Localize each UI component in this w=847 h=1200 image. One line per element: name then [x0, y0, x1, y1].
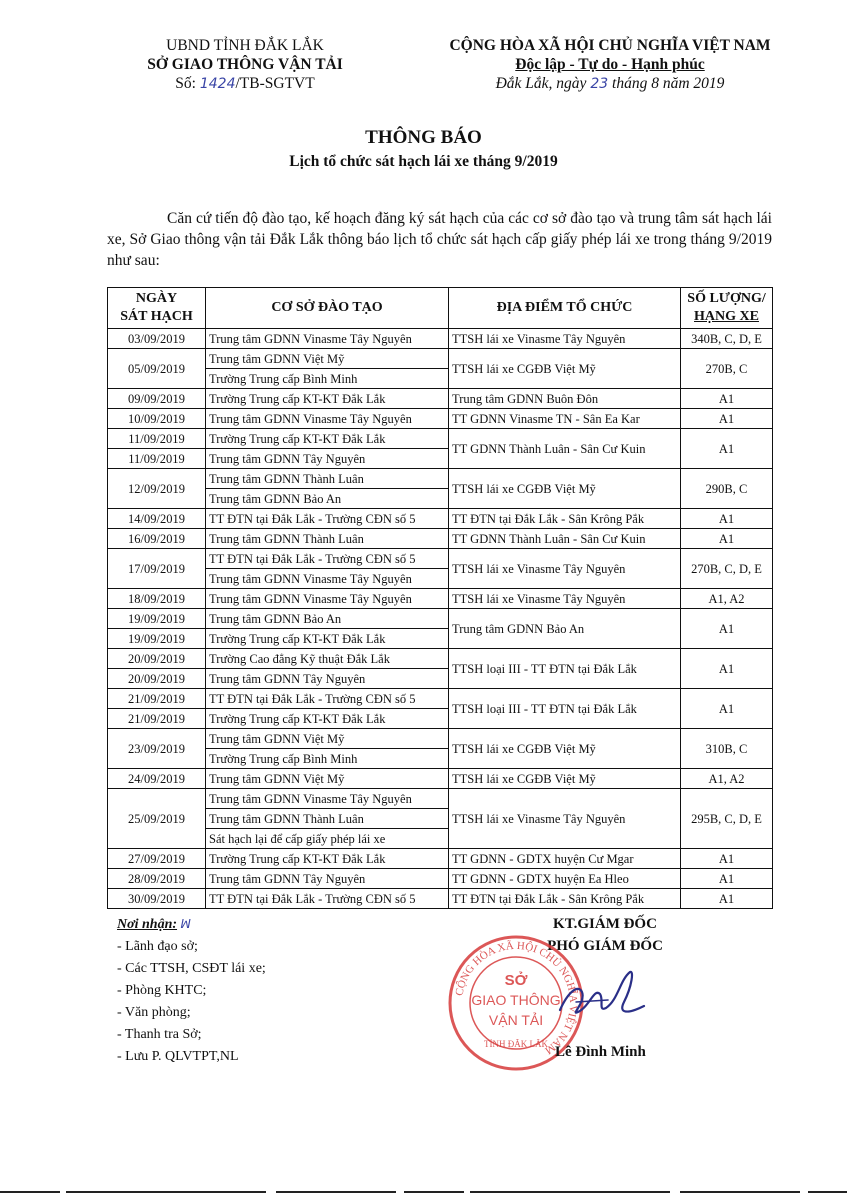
cell-school: Trường Cao đẳng Kỹ thuật Đắk Lắk: [206, 649, 449, 669]
cell-school: TT ĐTN tại Đắk Lắk - Trường CĐN số 5: [206, 689, 449, 709]
table-row: [108, 769, 773, 789]
cell-school: TT ĐTN tại Đắk Lắk - Trường CĐN số 5: [206, 889, 449, 909]
handwritten-signature: [548, 962, 658, 1032]
cell-school: Trung tâm GDNN Bảo An: [206, 489, 449, 509]
cell-school: Trung tâm GDNN Bảo An: [206, 609, 449, 629]
stamp-center-2: GIAO THÔNG: [471, 992, 561, 1008]
cell-date: 18/09/2019: [108, 589, 206, 609]
cell-qty: A1: [681, 529, 773, 549]
table-row: [108, 609, 773, 629]
cell-school: Trung tâm GDNN Tây Nguyên: [206, 449, 449, 469]
cell-school: Trung tâm GDNN Việt Mỹ: [206, 769, 449, 789]
cell-place: TTSH lái xe CGĐB Việt Mỹ: [449, 769, 681, 789]
cell-place: TTSH lái xe Vinasme Tây Nguyên: [449, 329, 681, 349]
cell-place: TTSH lái xe CGĐB Việt Mỹ: [449, 349, 681, 389]
cell-place: TT GDNN - GDTX huyện Ea Hleo: [449, 869, 681, 889]
recipient-item: - Văn phòng;: [117, 1005, 191, 1020]
cell-place: TTSH lái xe Vinasme Tây Nguyên: [449, 589, 681, 609]
table-header-row: [108, 288, 773, 329]
cell-school: Sát hạch lại để cấp giấy phép lái xe: [206, 829, 449, 849]
cell-qty: A1: [681, 689, 773, 729]
scan-edge-line: [0, 1191, 847, 1193]
cell-date: 28/09/2019: [108, 869, 206, 889]
cell-school: Trường Trung cấp KT-KT Đắk Lắk: [206, 389, 449, 409]
cell-qty: A1: [681, 429, 773, 469]
table-row: [108, 889, 773, 909]
table-row: [108, 789, 773, 809]
signature-title: KT.GIÁM ĐỐC: [553, 916, 657, 932]
cell-qty: 270B, C, D, E: [681, 549, 773, 589]
cell-place: TTSH loại III - TT ĐTN tại Đắk Lắk: [449, 649, 681, 689]
cell-qty: A1, A2: [681, 769, 773, 789]
cell-school: Trung tâm GDNN Vinasme Tây Nguyên: [206, 569, 449, 589]
recipients-title: Nơi nhận:: [117, 917, 178, 932]
recipients-list: [117, 936, 266, 1068]
cell-date: 19/09/2019: [108, 609, 206, 629]
table-row: [108, 509, 773, 529]
national-title: CỘNG HÒA XÃ HỘI CHỦ NGHĨA VIỆT NAM: [449, 37, 771, 54]
cell-school: Trường Trung cấp Bình Minh: [206, 369, 449, 389]
cell-place: TT GDNN - GDTX huyện Cư Mgar: [449, 849, 681, 869]
cell-date: 25/09/2019: [108, 789, 206, 849]
table-row: [108, 529, 773, 549]
cell-place: TTSH lái xe Vinasme Tây Nguyên: [449, 549, 681, 589]
cell-place: TT ĐTN tại Đắk Lắk - Sân Krông Pắk: [449, 889, 681, 909]
cell-place: TT GDNN Thành Luân - Sân Cư Kuin: [449, 429, 681, 469]
cell-school: Trung tâm GDNN Thành Luân: [206, 529, 449, 549]
recipient-item: - Lưu P. QLVTPT,NL: [117, 1049, 239, 1064]
signer-name: Lê Đình Minh: [555, 1044, 646, 1060]
recipient-item: - Phòng KHTC;: [117, 983, 207, 998]
cell-school: Trung tâm GDNN Vinasme Tây Nguyên: [206, 589, 449, 609]
cell-school: Trường Trung cấp KT-KT Đắk Lắk: [206, 849, 449, 869]
table-row: [108, 349, 773, 369]
table-row: [108, 549, 773, 569]
document-number: Số: 1424/TB-SGTVT: [175, 75, 315, 92]
cell-place: TTSH loại III - TT ĐTN tại Đắk Lắk: [449, 689, 681, 729]
cell-date: 11/09/2019: [108, 449, 206, 469]
cell-qty: A1: [681, 889, 773, 909]
cell-qty: A1: [681, 869, 773, 889]
header-date: NGÀY SÁT HẠCH: [108, 288, 206, 329]
cell-school: Trung tâm GDNN Vinasme Tây Nguyên: [206, 409, 449, 429]
cell-qty: A1, A2: [681, 589, 773, 609]
cell-place: TT GDNN Thành Luân - Sân Cư Kuin: [449, 529, 681, 549]
signature-role: PHÓ GIÁM ĐỐC: [547, 938, 663, 954]
cell-date: 19/09/2019: [108, 629, 206, 649]
initials-mark: ꟽ: [180, 917, 191, 931]
cell-school: Trung tâm GDNN Thành Luân: [206, 469, 449, 489]
table-row: [108, 649, 773, 669]
recipient-item: - Thanh tra Sở;: [117, 1027, 202, 1042]
table-row: [108, 869, 773, 889]
cell-place: Trung tâm GDNN Bảo An: [449, 609, 681, 649]
schedule-table: [107, 287, 773, 909]
cell-place: TTSH lái xe Vinasme Tây Nguyên: [449, 789, 681, 849]
cell-date: 27/09/2019: [108, 849, 206, 869]
stamp-bottom-text: TỈNH ĐẮK LẮK: [484, 1039, 548, 1049]
cell-date: 17/09/2019: [108, 549, 206, 589]
cell-date: 21/09/2019: [108, 709, 206, 729]
table-row: [108, 729, 773, 749]
cell-place: Trung tâm GDNN Buôn Đôn: [449, 389, 681, 409]
cell-school: Trường Trung cấp KT-KT Đắk Lắk: [206, 629, 449, 649]
table-row: [108, 689, 773, 709]
national-header: [400, 36, 820, 94]
cell-date: 12/09/2019: [108, 469, 206, 509]
cell-school: Trung tâm GDNN Vinasme Tây Nguyên: [206, 329, 449, 349]
cell-date: 10/09/2019: [108, 409, 206, 429]
cell-date: 14/09/2019: [108, 509, 206, 529]
cell-date: 20/09/2019: [108, 669, 206, 689]
header-school: CƠ SỞ ĐÀO TẠO: [206, 288, 449, 329]
table-row: [108, 329, 773, 349]
document-title: THÔNG BÁO: [365, 127, 482, 148]
stamp-center-1: SỞ: [504, 972, 528, 989]
cell-date: 23/09/2019: [108, 729, 206, 769]
agency-parent: UBND TỈNH ĐẮK LẮK: [166, 37, 324, 54]
cell-school: TT ĐTN tại Đắk Lắk - Trường CĐN số 5: [206, 549, 449, 569]
cell-qty: A1: [681, 509, 773, 529]
cell-qty: 310B, C: [681, 729, 773, 769]
cell-date: 11/09/2019: [108, 429, 206, 449]
recipients-block: [117, 913, 266, 1068]
handwritten-number: 1424: [199, 76, 236, 92]
cell-school: Trường Trung cấp KT-KT Đắk Lắk: [206, 709, 449, 729]
cell-place: TT GDNN Vinasme TN - Sân Ea Kar: [449, 409, 681, 429]
cell-date: 21/09/2019: [108, 689, 206, 709]
table-row: [108, 849, 773, 869]
intro-paragraph: Căn cứ tiến độ đào tạo, kế hoạch đăng ký sát hạch của các cơ sở đào tạo và trung tâm sát hạch lái xe, Sở Giao thông vận tải Đắk Lắk thông báo lịch tổ chức sát hạch cấp giấy phép lái xe trong tháng 9/2019 như sau:: [107, 210, 772, 269]
cell-date: 05/09/2019: [108, 349, 206, 389]
cell-qty: A1: [681, 389, 773, 409]
cell-date: 20/09/2019: [108, 649, 206, 669]
cell-date: 09/09/2019: [108, 389, 206, 409]
cell-date: 03/09/2019: [108, 329, 206, 349]
table-row: [108, 429, 773, 449]
recipient-item: - Lãnh đạo sở;: [117, 939, 198, 954]
cell-qty: 290B, C: [681, 469, 773, 509]
cell-place: TT ĐTN tại Đắk Lắk - Sân Krông Pắk: [449, 509, 681, 529]
schedule-body: [108, 329, 773, 909]
table-row: [108, 469, 773, 489]
header-qty: SỐ LƯỢNG/ HẠNG XE: [681, 288, 773, 329]
cell-qty: A1: [681, 849, 773, 869]
cell-qty: A1: [681, 409, 773, 429]
cell-school: Trường Trung cấp KT-KT Đắk Lắk: [206, 429, 449, 449]
cell-place: TTSH lái xe CGĐB Việt Mỹ: [449, 469, 681, 509]
cell-school: Trung tâm GDNN Vinasme Tây Nguyên: [206, 789, 449, 809]
cell-school: Trung tâm GDNN Tây Nguyên: [206, 669, 449, 689]
cell-school: Trung tâm GDNN Việt Mỹ: [206, 729, 449, 749]
cell-qty: 340B, C, D, E: [681, 329, 773, 349]
cell-school: Trung tâm GDNN Thành Luân: [206, 809, 449, 829]
cell-qty: 295B, C, D, E: [681, 789, 773, 849]
cell-place: TTSH lái xe CGĐB Việt Mỹ: [449, 729, 681, 769]
handwritten-day: 23: [590, 76, 609, 92]
table-row: [108, 389, 773, 409]
stamp-center-3: VẬN TẢI: [488, 1012, 544, 1028]
cell-school: Trường Trung cấp Bình Minh: [206, 749, 449, 769]
cell-qty: A1: [681, 609, 773, 649]
cell-school: Trung tâm GDNN Việt Mỹ: [206, 349, 449, 369]
cell-qty: 270B, C: [681, 349, 773, 389]
national-motto: Độc lập - Tự do - Hạnh phúc: [515, 56, 705, 73]
cell-date: 24/09/2019: [108, 769, 206, 789]
table-row: [108, 409, 773, 429]
agency-header: [95, 36, 395, 94]
agency-name: SỞ GIAO THÔNG VẬN TẢI: [147, 56, 343, 73]
stamp-ring-text: CỘNG HÒA XÃ HỘI CHỦ NGHĨA VIỆT NAM: [453, 939, 580, 1057]
document-subtitle: Lịch tổ chức sát hạch lái xe tháng 9/2019: [289, 153, 558, 170]
cell-date: 30/09/2019: [108, 889, 206, 909]
cell-date: 16/09/2019: [108, 529, 206, 549]
cell-qty: A1: [681, 649, 773, 689]
document-date: Đắk Lắk, ngày 23 tháng 8 năm 2019: [495, 75, 725, 92]
cell-school: TT ĐTN tại Đắk Lắk - Trường CĐN số 5: [206, 509, 449, 529]
cell-school: Trung tâm GDNN Tây Nguyên: [206, 869, 449, 889]
header-place: ĐỊA ĐIỂM TỔ CHỨC: [449, 288, 681, 329]
recipient-item: - Các TTSH, CSĐT lái xe;: [117, 961, 266, 976]
table-row: [108, 589, 773, 609]
